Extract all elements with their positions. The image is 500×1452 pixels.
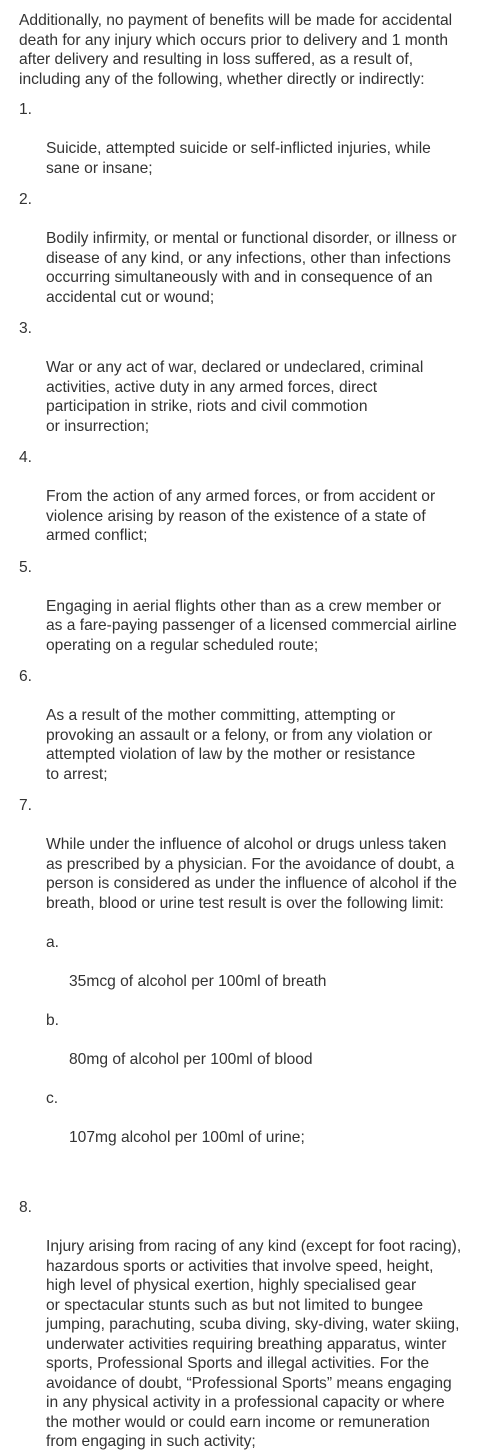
sub-list-item-text: 107mg alcohol per 100ml of urine; [69, 1128, 305, 1146]
exclusions-list [19, 100, 480, 1452]
sub-list-item-letter: b. [46, 1011, 60, 1029]
list-item-text: Injury arising from racing of any kind (except for foot racing), hazardous sports or activities that involve speed, height, high level of physical exertion, highly specialised gear or spectacular stunts such as but not limited to bungee jumping, parachuting, scuba diving, sky-diving, water skiing, underwater activities requiring breathing apparatus, winter sports, Professional Sports and illegal activities. For the avoidance of doubt, “Professional Sports” means engaging in any physical activity in a professional capacity or where the mother would or could earn income or remuneration from engaging in such activity; [46, 1238, 462, 1450]
list-item [19, 1198, 480, 1452]
list-item [19, 100, 480, 178]
alcohol-limits-sublist [46, 913, 480, 1167]
list-item [19, 667, 480, 784]
intro-paragraph: Additionally, no payment of benefits will be made for accidental death for any injury which occurs prior to delivery and 1 month after delivery and resulting in loss suffered, as a result of, including any of the following, whether directly or indirectly: [19, 12, 453, 88]
list-item-number: 1. [19, 101, 33, 118]
sub-list-item-letter: a. [46, 933, 60, 951]
sub-list-item [46, 1089, 480, 1148]
list-item-text: War or any act of war, declared or undeclared, criminal activities, active duty in any armed forces, direct participation in strike, riots and civil commotion or insurrection; [46, 359, 424, 435]
list-item-text: Engaging in aerial flights other than as a crew member or as a fare-paying passenger of a licensed commercial airline operating on a regular scheduled route; [46, 597, 457, 654]
list-item [19, 796, 480, 1186]
sub-list-item [46, 1011, 480, 1070]
list-item-number: 3. [19, 320, 33, 337]
list-item [19, 190, 480, 307]
list-item [19, 448, 480, 546]
list-item [19, 319, 480, 436]
sub-list-item-letter: c. [46, 1089, 59, 1107]
list-item-number: 4. [19, 449, 33, 466]
list-item [19, 558, 480, 656]
list-item-number: 5. [19, 558, 33, 576]
sub-list-item [46, 933, 480, 992]
sub-list-item-text: 35mcg of alcohol per 100ml of breath [69, 972, 327, 990]
list-item-text: As a result of the mother committing, attempting or provoking an assault or a felony, or from any violation or attempted violation of law by the mother or resistance to arrest; [46, 707, 433, 783]
list-item-number: 8. [19, 1199, 33, 1216]
list-item-text: From the action of any armed forces, or from accident or violence arising by reason of the existence of a state of armed conflict; [46, 488, 436, 544]
list-item-number: 6. [19, 668, 33, 685]
list-item-number: 2. [19, 191, 33, 208]
list-item-number: 7. [19, 797, 33, 814]
list-item-text: Suicide, attempted suicide or self-inflicted injuries, while sane or insane; [46, 140, 431, 177]
list-item-text: Bodily infirmity, or mental or functional disorder, or illness or disease of any kind, or any infections, other than infections occurring simultaneously with and in consequence of an accidental cut or wound; [46, 230, 457, 306]
list-item-text: While under the influence of alcohol or drugs unless taken as prescribed by a physician. For the avoidance of doubt, a person is considered as under the influence of alcohol if the breath, blood or urine test result is over the following limit: [46, 836, 457, 912]
sub-list-item-text: 80mg of alcohol per 100ml of blood [69, 1050, 313, 1068]
